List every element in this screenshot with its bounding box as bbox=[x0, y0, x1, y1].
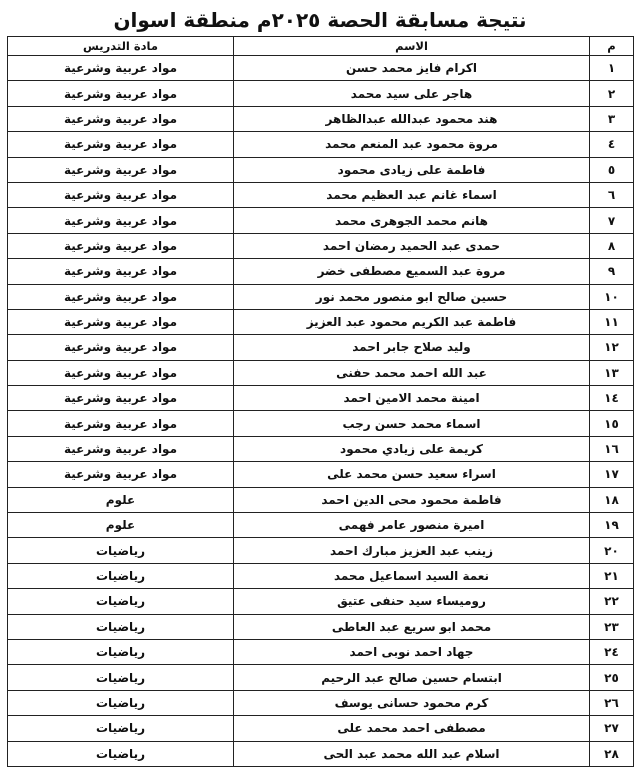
row-subject-cell: علوم bbox=[8, 487, 234, 512]
row-subject-cell: رياضيات bbox=[8, 665, 234, 690]
row-name-cell: هند محمود عبدالله عبدالظاهر bbox=[234, 106, 590, 131]
row-subject-cell: رياضيات bbox=[8, 716, 234, 741]
row-subject-cell: رياضيات bbox=[8, 639, 234, 664]
table-row bbox=[8, 132, 634, 157]
table-row bbox=[8, 309, 634, 334]
row-subject-cell: رياضيات bbox=[8, 538, 234, 563]
row-name-cell: عبد الله احمد محمد حفنى bbox=[234, 360, 590, 385]
row-subject-cell: مواد عربية وشرعية bbox=[8, 157, 234, 182]
row-name-cell: فاطمة على زيادى محمود bbox=[234, 157, 590, 182]
row-name-cell: حمدى عبد الحميد رمضان احمد bbox=[234, 233, 590, 258]
row-name-cell: مصطفى احمد محمد على bbox=[234, 716, 590, 741]
row-name-cell: هاجر على سيد محمد bbox=[234, 81, 590, 106]
row-name-cell: مروة محمود عبد المنعم محمد bbox=[234, 132, 590, 157]
row-subject-cell: رياضيات bbox=[8, 690, 234, 715]
row-number-cell: ١٥ bbox=[590, 411, 634, 436]
row-name-cell: كريمة على زيادي محمود bbox=[234, 436, 590, 461]
table-row bbox=[8, 106, 634, 131]
row-number-cell: ٢٣ bbox=[590, 614, 634, 639]
row-number-cell: ٢٨ bbox=[590, 741, 634, 766]
column-header-name: الاسم bbox=[234, 37, 590, 56]
row-subject-cell: مواد عربية وشرعية bbox=[8, 81, 234, 106]
table-row bbox=[8, 411, 634, 436]
row-subject-cell: مواد عربية وشرعية bbox=[8, 411, 234, 436]
row-number-cell: ٢٢ bbox=[590, 589, 634, 614]
table-row bbox=[8, 233, 634, 258]
row-name-cell: هانم محمد الجوهرى محمد bbox=[234, 208, 590, 233]
table-row bbox=[8, 538, 634, 563]
row-name-cell: جهاد احمد نوبى احمد bbox=[234, 639, 590, 664]
row-name-cell: حسين صالح ابو منصور محمد نور bbox=[234, 284, 590, 309]
table-row bbox=[8, 462, 634, 487]
row-number-cell: ٢١ bbox=[590, 563, 634, 588]
table-row bbox=[8, 335, 634, 360]
row-name-cell: اسماء محمد حسن رجب bbox=[234, 411, 590, 436]
row-subject-cell: مواد عربية وشرعية bbox=[8, 386, 234, 411]
results-table bbox=[7, 36, 634, 767]
row-number-cell: ١٧ bbox=[590, 462, 634, 487]
column-header-number: م bbox=[590, 37, 634, 56]
row-name-cell: روميساء سيد حنفى عتيق bbox=[234, 589, 590, 614]
table-row bbox=[8, 716, 634, 741]
row-subject-cell: رياضيات bbox=[8, 741, 234, 766]
table-row bbox=[8, 513, 634, 538]
row-subject-cell: مواد عربية وشرعية bbox=[8, 56, 234, 81]
row-subject-cell: مواد عربية وشرعية bbox=[8, 106, 234, 131]
table-row bbox=[8, 487, 634, 512]
table-row bbox=[8, 386, 634, 411]
row-subject-cell: مواد عربية وشرعية bbox=[8, 182, 234, 207]
row-subject-cell: رياضيات bbox=[8, 563, 234, 588]
row-subject-cell: مواد عربية وشرعية bbox=[8, 132, 234, 157]
row-number-cell: ٥ bbox=[590, 157, 634, 182]
row-subject-cell: مواد عربية وشرعية bbox=[8, 335, 234, 360]
row-name-cell: اسراء سعيد حسن محمد على bbox=[234, 462, 590, 487]
row-name-cell: محمد ابو سريع عبد العاطى bbox=[234, 614, 590, 639]
row-subject-cell: مواد عربية وشرعية bbox=[8, 309, 234, 334]
table-row bbox=[8, 563, 634, 588]
table-row bbox=[8, 639, 634, 664]
row-subject-cell: رياضيات bbox=[8, 614, 234, 639]
row-number-cell: ١٣ bbox=[590, 360, 634, 385]
row-subject-cell: مواد عربية وشرعية bbox=[8, 233, 234, 258]
row-number-cell: ٢٥ bbox=[590, 665, 634, 690]
row-subject-cell: مواد عربية وشرعية bbox=[8, 462, 234, 487]
row-number-cell: ٧ bbox=[590, 208, 634, 233]
row-name-cell: امينة محمد الامين احمد bbox=[234, 386, 590, 411]
row-name-cell: مروة عبد السميع مصطفى خضر bbox=[234, 259, 590, 284]
table-row bbox=[8, 741, 634, 766]
table-row bbox=[8, 81, 634, 106]
row-name-cell: كرم محمود حسانى يوسف bbox=[234, 690, 590, 715]
row-subject-cell: مواد عربية وشرعية bbox=[8, 360, 234, 385]
row-number-cell: ٦ bbox=[590, 182, 634, 207]
row-subject-cell: مواد عربية وشرعية bbox=[8, 259, 234, 284]
row-number-cell: ٤ bbox=[590, 132, 634, 157]
row-number-cell: ٨ bbox=[590, 233, 634, 258]
row-number-cell: ١٤ bbox=[590, 386, 634, 411]
table-row bbox=[8, 157, 634, 182]
table-row bbox=[8, 259, 634, 284]
row-name-cell: وليد صلاح جابر احمد bbox=[234, 335, 590, 360]
column-header-subject: مادة التدريس bbox=[8, 37, 234, 56]
row-number-cell: ١١ bbox=[590, 309, 634, 334]
row-name-cell: فاطمة محمود محى الدين احمد bbox=[234, 487, 590, 512]
row-number-cell: ٣ bbox=[590, 106, 634, 131]
table-row bbox=[8, 665, 634, 690]
row-subject-cell: مواد عربية وشرعية bbox=[8, 436, 234, 461]
row-subject-cell: مواد عربية وشرعية bbox=[8, 284, 234, 309]
table-row bbox=[8, 284, 634, 309]
row-number-cell: ١٦ bbox=[590, 436, 634, 461]
table-body bbox=[8, 56, 634, 767]
row-number-cell: ١ bbox=[590, 56, 634, 81]
table-row bbox=[8, 589, 634, 614]
row-name-cell: اسماء غانم عبد العظيم محمد bbox=[234, 182, 590, 207]
row-name-cell: فاطمة عبد الكريم محمود عبد العزيز bbox=[234, 309, 590, 334]
row-number-cell: ٢٦ bbox=[590, 690, 634, 715]
table-row bbox=[8, 208, 634, 233]
row-name-cell: نعمة السيد اسماعيل محمد bbox=[234, 563, 590, 588]
row-number-cell: ١٩ bbox=[590, 513, 634, 538]
table-row bbox=[8, 436, 634, 461]
row-name-cell: اكرام فايز محمد حسن bbox=[234, 56, 590, 81]
table-row bbox=[8, 360, 634, 385]
table-row bbox=[8, 614, 634, 639]
row-number-cell: ٢٤ bbox=[590, 639, 634, 664]
row-number-cell: ٩ bbox=[590, 259, 634, 284]
table-row bbox=[8, 182, 634, 207]
table-row bbox=[8, 690, 634, 715]
row-number-cell: ١٠ bbox=[590, 284, 634, 309]
row-number-cell: ٢٧ bbox=[590, 716, 634, 741]
row-subject-cell: رياضيات bbox=[8, 589, 234, 614]
row-name-cell: ابتسام حسين صالح عبد الرحيم bbox=[234, 665, 590, 690]
row-subject-cell: علوم bbox=[8, 513, 234, 538]
page-title: نتيجة مسابقة الحصة ٢٠٢٥م منطقة اسوان bbox=[113, 8, 527, 32]
table-header-row bbox=[8, 37, 634, 56]
row-number-cell: ١٨ bbox=[590, 487, 634, 512]
row-number-cell: ٢ bbox=[590, 81, 634, 106]
row-subject-cell: مواد عربية وشرعية bbox=[8, 208, 234, 233]
row-name-cell: اميرة منصور عامر فهمى bbox=[234, 513, 590, 538]
row-number-cell: ١٢ bbox=[590, 335, 634, 360]
row-name-cell: زينب عبد العزيز مبارك احمد bbox=[234, 538, 590, 563]
row-name-cell: اسلام عبد الله محمد عبد الحى bbox=[234, 741, 590, 766]
row-number-cell: ٢٠ bbox=[590, 538, 634, 563]
table-row bbox=[8, 56, 634, 81]
